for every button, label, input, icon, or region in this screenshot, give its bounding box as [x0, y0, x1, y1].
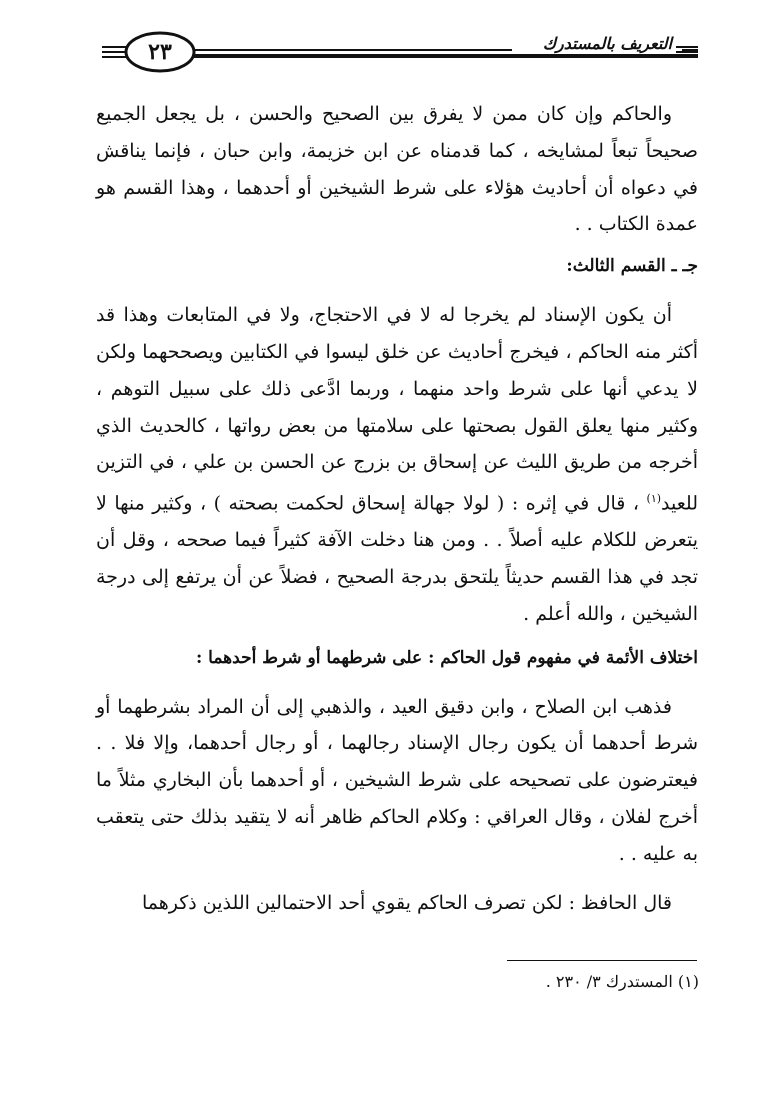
page-header [100, 26, 700, 76]
paragraph-2 [96, 297, 698, 633]
paragraph-1: والحاكم وإن كان ممن لا يفرق بين الصحيح والحسن ، بل يجعل الجميع صحيحاً تبعاً لمشايخه ، كما قدمناه عن ابن خزيمة، وابن حبان ، فإنما يناقش في دعواه أن أحاديث هؤلاء على شرط الشيخين أو أحدهما ، وهذا القسم هو عمدة الكتاب . . [96, 103, 698, 236]
paragraph-2-part-b: ، قال في إثره : ( لولا جهالة إسحاق لحكمت بصحته ) ، وكثير منها لا يتعرض للكلام عليه أصلاً . . ومن هنا دخلت الآفة كثيراً فيما صححه ، وقل أن تجد في هذا القسم حديثاً يلتحق بدرجة الصحيح ، فضلاً عن أن يرتفع إلى درجة الشيخين ، والله أعلم . [96, 492, 698, 625]
page-number: ٢٣ [148, 39, 172, 65]
footnote-divider [507, 960, 697, 961]
section-heading-ikhtilaf: اختلاف الأئمة في مفهوم قول الحاكم : على شرطهما أو شرط أحدهما : [195, 647, 698, 668]
paragraph-2-part-a: أن يكون الإسناد لم يخرجا له لا في الاحتجاج، ولا في المتابعات وهذا قد أكثر منه الحاكم ، فيخرج أحاديث عن خلق ليسوا في الكتابين ويصححهما ولكن لا يدعي أنها على شرط واحد منهما ، وربما ادَّعى ذلك على سبيل التوهم ، وكثير منها يعلق القول بصحتها على سلامتها من بعض رواتها ، كالحديث الذي أخرجه من طريق الليث عن إسحاق بن بزرج عن الحسن بن علي ، في التزين للعيد [96, 304, 698, 515]
paragraph-3: فذهب ابن الصلاح ، وابن دقيق العيد ، والذهبي إلى أن المراد بشرطهما أو شرط أحدهما أن يكون رجال الإسناد رجالهما ، أو رجال أحدهما، وإلا فلا . . فيعترضون على تصحيحه على شرط الشيخين ، أو أحدهما بأن البخاري مثلاً ما أخرج لفلان ، وقال العراقي : وكلام الحاكم ظاهر أنه لا يتقيد بذلك حتى يتعقب به عليه . . [96, 695, 698, 865]
section-heading-c: جـ ـ القسم الثالث: [566, 256, 698, 277]
footnote-marker: (١) [646, 492, 662, 506]
running-title: التعريف بالمستدرك [542, 34, 672, 53]
paragraph-4: قال الحافظ : لكن تصرف الحاكم يقوي أحد الاحتمالين اللذين ذكرهما [141, 891, 672, 914]
page-body [96, 96, 698, 921]
footnote: (١) المستدرك ٣/ ٢٣٠ . [545, 972, 699, 991]
